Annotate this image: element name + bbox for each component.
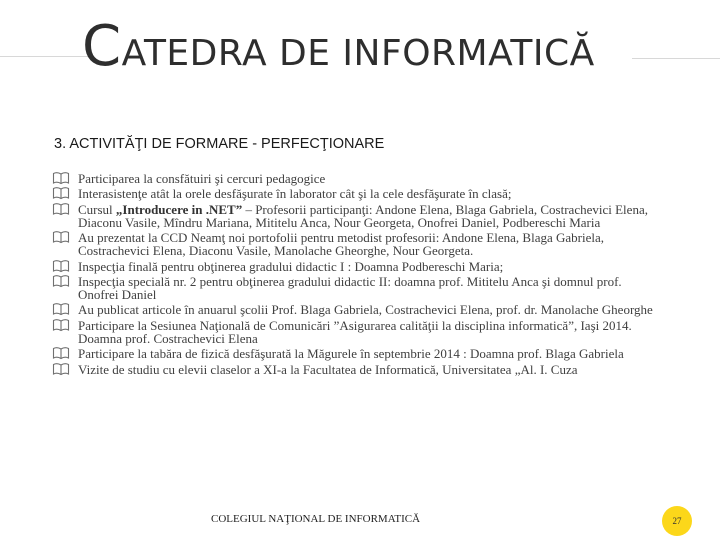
- list-item: [52, 347, 664, 360]
- book-icon: [52, 259, 70, 273]
- slide-title-rest: ATEDRA DE INFORMATICĂ: [121, 33, 595, 74]
- page-number: 27: [672, 516, 682, 526]
- list-item: [52, 231, 664, 257]
- book-icon: [52, 274, 70, 288]
- list-item-text: Participare la tabăra de fizică desfăşurată la Măgurele în septembrie 2014 : Doamna prof. Blaga Gabriela: [78, 346, 624, 362]
- book-icon: [52, 202, 70, 216]
- book-icon: [52, 318, 70, 332]
- book-icon: [52, 171, 70, 185]
- list-item-text: Vizite de studiu cu elevii claselor a XI-a la Facultatea de Informatică, Universitatea „Al. I. Cuza: [78, 361, 578, 377]
- section-heading: 3. ACTIVITĂŢI DE FORMARE - PERFECŢIONARE: [54, 136, 385, 152]
- footer-school-name: COLEGIUL NAŢIONAL DE INFORMATICĂ: [211, 513, 421, 525]
- list-item: [52, 275, 664, 301]
- slide-title: [82, 14, 595, 79]
- list-item-text: Au prezentat la CCD Neamţ noi portofolii pentru metodist profesorii: Andone Elena, Blaga Gabriela, Costrachevici Elena, Diaconu Vasile, Manolache Gheorghe, Nour Georgeta.: [78, 230, 604, 259]
- list-item-text: Inspecţia specială nr. 2 pentru obţinerea gradului didactic II: doamna prof. Mititelu Anca şi domnul prof. Onofrei Daniel: [78, 273, 622, 302]
- title-rule-left: [0, 56, 90, 57]
- page-number-badge: [662, 506, 692, 536]
- list-item: [52, 172, 664, 185]
- book-icon: [52, 186, 70, 200]
- list-item: [52, 319, 664, 345]
- slide-title-initial: C: [82, 14, 122, 79]
- title-rule-right: [632, 58, 720, 59]
- list-item: [52, 303, 664, 316]
- list-item-text: Au publicat articole în anuarul şcolii Prof. Blaga Gabriela, Costrachevici Elena, prof. dr. Manolache Gheorghe: [78, 302, 653, 318]
- book-icon: [52, 346, 70, 360]
- list-item-prefix: Cursul: [78, 201, 116, 217]
- list-item-text: – Profesorii participanţi: Andone Elena, Blaga Gabriela, Costrachevici Elena, Diaconu Vasile, Mîndru Mariana, Mititelu Anca, Nour Georgeta, Onofrei Daniel, Podbereschi Maria: [78, 201, 648, 230]
- course-name: „Introducere in .NET”: [115, 201, 243, 217]
- list-item: [52, 363, 664, 376]
- list-item-text: Inspecţia finală pentru obţinerea gradului didactic I : Doamna Podbereschi Maria;: [78, 258, 504, 274]
- list-item-text: Interasistenţe atât la orele desfăşurate în laborator cât şi la cele desfăşurate în clasă;: [78, 186, 512, 202]
- list-item-text: Participare la Sesiunea Naţională de Comunicări ”Asigurarea calităţii la disciplina informatică”, Iaşi 2014. Doamna prof. Costrachevici Elena: [78, 317, 632, 346]
- book-icon: [52, 230, 70, 244]
- list-item: [52, 203, 664, 229]
- book-icon: [52, 362, 70, 376]
- list-item: [52, 260, 664, 273]
- book-icon: [52, 302, 70, 316]
- list-item: [52, 187, 664, 200]
- list-item-text: Participarea la consfătuiri şi cercuri pedagogice: [78, 171, 326, 186]
- activity-list: [52, 172, 664, 378]
